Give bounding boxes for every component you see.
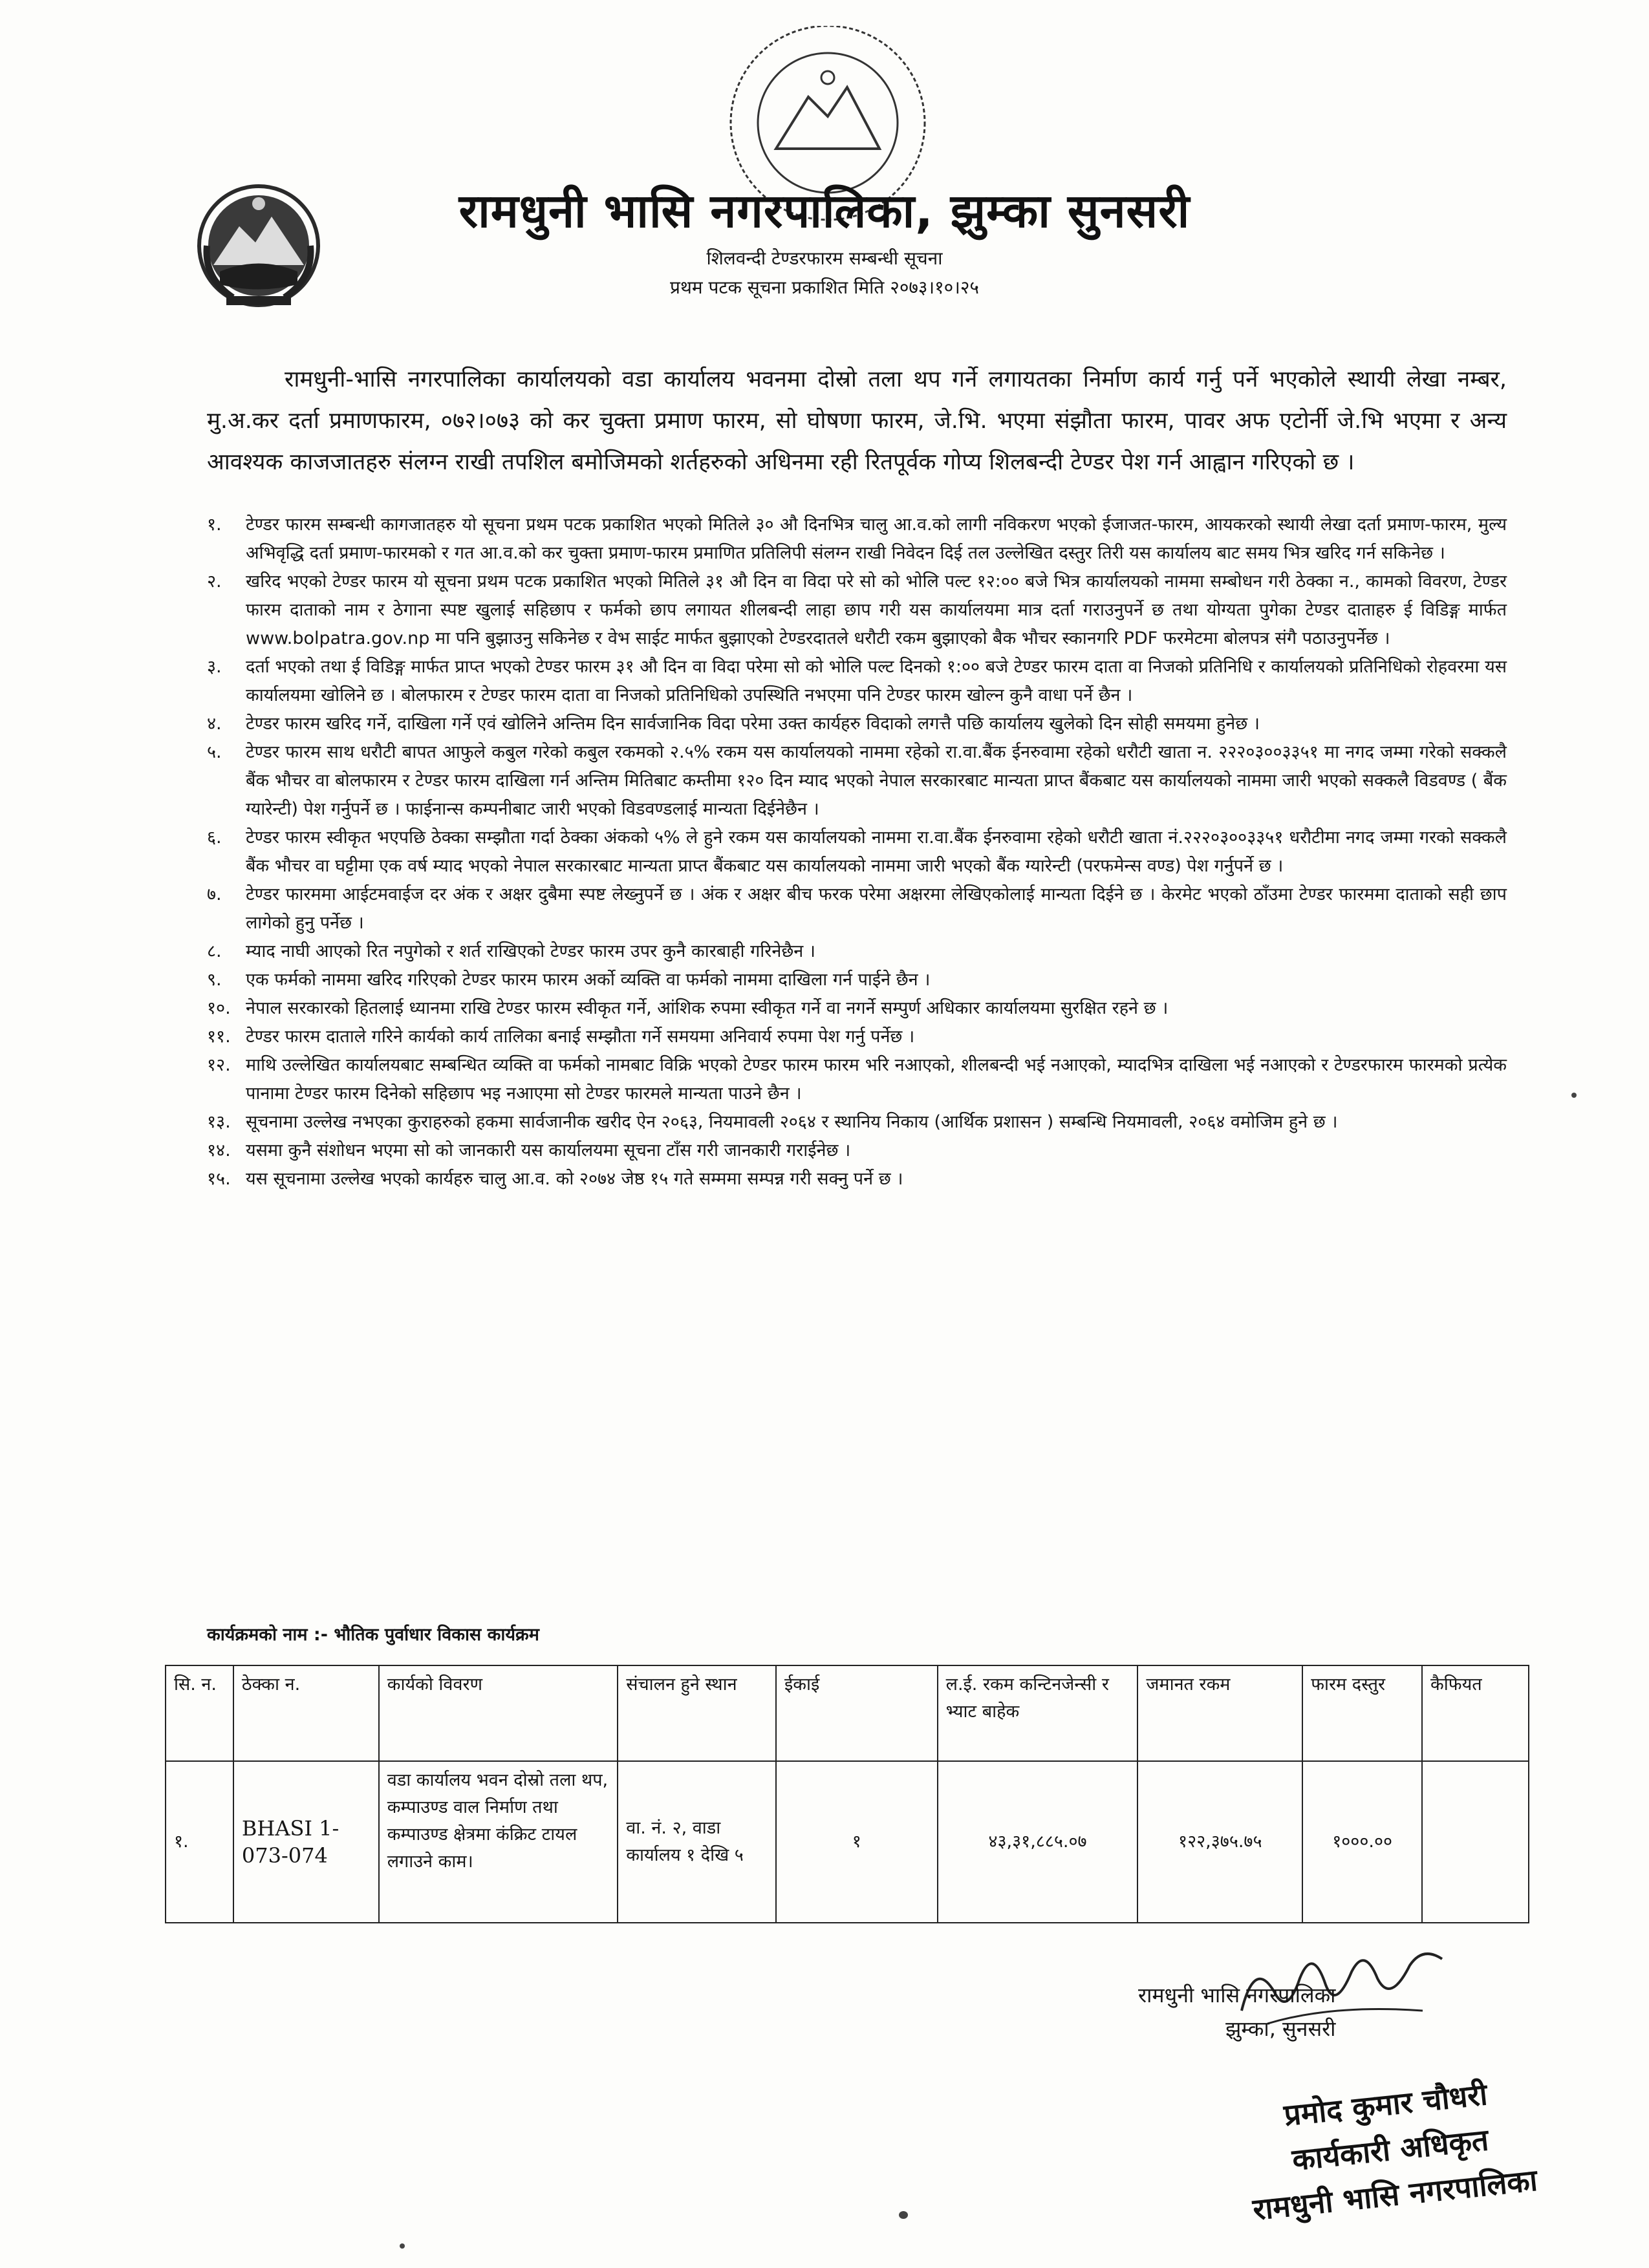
cell-contract-no: BHASI 1-073-074 [233,1761,379,1923]
condition-item [207,511,1507,568]
cell-deposit: १२२,३७५.७५ [1137,1761,1302,1923]
condition-number: ५. [207,742,222,762]
col-header-contract-no: ठेक्का न. [233,1665,379,1761]
condition-item [207,738,1507,824]
officer-designation: कार्यकारी अधिकृत [1290,2122,1491,2177]
col-header-deposit: जमानत रकम [1137,1665,1302,1761]
condition-item [207,881,1507,937]
condition-number: १. [207,515,222,535]
col-header-remarks: कैफियत [1422,1665,1529,1761]
cell-location: वा. नं. २, वाडा कार्यालय १ देखि ५ [618,1761,776,1923]
office-name: रामधुनी भासि नगरपालिका [1138,1983,1336,2007]
cell-remarks [1422,1761,1529,1923]
condition-text: टेण्डर फारम सम्बन्धी कागजातहरु यो सूचना प्रथम पटक प्रकाशित भएको मितिले ३० औ दिनभित्र चालु आ.व.को लागी नविकरण भएको ईजाजत-फारम, आयकरको स्थायी लेखा दर्ता प्रमाण-फारम, मुल्य अभिवृद्धि दर्ता प्रमाण-फारमको र गत आ.व.को कर चुक्ता प्रमाण-फारम प्रमाणित प्रतिलिपी संलग्न राखी निवेदन दिई तल उल्लेखित दस्तुर तिरी यस कार्यालय बाट समय भित्र खरिद गर्न सकिनेछ । [246,515,1507,563]
officer-office: रामधुनी भासि नगरपालिका [1251,2162,1539,2227]
condition-number: १३. [207,1112,231,1132]
condition-number: ४. [207,714,222,734]
condition-text: सूचनामा उल्लेख नभएका कुराहरुको हकमा सार्वजानीक खरीद ऐन २०६३, नियमावली २०६४ र स्थानिय निकाय (आर्थिक प्रशासन ) सम्बन्धि नियमावली, २०६४ वमोजिम हुने छ । [246,1112,1338,1132]
scan-speck [400,2243,405,2249]
office-address: झुम्का, सुनसरी [1225,2017,1336,2041]
condition-text: टेण्डर फारम स्वीकृत भएपछि ठेक्का सम्झौता गर्दा ठेक्का अंकको ५% ले हुने रकम यस कार्यालयको नाममा रा.वा.बैंक ईनरुवामा रहेको धरौटी खाता नं.२२२०३००३३५१ धरौटीमा नगद जम्मा गरको सक्कलै बैंक भौचर वा घट्टीमा एक वर्ष म्याद भएको नेपाल सरकारबाट मान्यता प्राप्त बैंकबाट यस कार्यालयको नाममा जारी भएको बैंक ग्यारेन्टी (परफमेन्स वण्ड) पेश गर्नुपर्ने छ । [246,828,1507,876]
condition-text: माथि उल्लेखित कार्यालयबाट सम्बन्धित व्यक्ति वा फर्मको नामबाट विक्रि भएको टेण्डर फारम फारम भरि नआएको, शीलबन्दी भई नआएको, म्यादभित्र दाखिला भई नआएको र टेण्डरफारम फारमको प्रत्येक पानामा टेण्डर फारम दिनेको सहिछाप भइ नआएमा सो टेण्डर फारमले मान्यता पाउने छैन । [246,1055,1507,1104]
table-row [166,1761,1529,1923]
condition-text: यसमा कुनै संशोधन भएमा सो को जानकारी यस कार्यालयमा सूचना टाँस गरी जानकारी गराईनेछ । [246,1140,851,1161]
condition-item [207,824,1507,881]
col-header-unit: ईकाई [776,1665,938,1761]
condition-text: टेण्डर फारममा आईटमवाईज दर अंक र अक्षर दुबैमा स्पष्ट लेख्नुपर्ने छ । अंक र अक्षर बीच फरक परेमा अक्षरमा लेखिएकोलाई मान्यता दिईने छ । केरमेट भएको ठाँउमा टेण्डर फारममा दाताको सही छाप लागेको हुनु पर्नेछ । [246,884,1507,933]
condition-text: दर्ता भएको तथा ई विडिङ्ग मार्फत प्राप्त भएको टेण्डर फारम ३१ औ दिन वा विदा परेमा सो को भोलि पल्ट दिनको १:०० बजे टेण्डर फारम दाता वा निजको प्रतिनिधि र कार्यालयको प्रतिनिधिको रोहवरमा यस कार्यालयमा खोलिने छ । बोलफारम र टेण्डर फारम दाता वा निजको प्रतिनिधिको उपस्थिति नभएमा पनि टेण्डर फारम खोल्न कुनै वाधा पर्ने छैन । [246,657,1507,705]
tender-table [165,1665,1529,1923]
condition-text: म्याद नाघी आएको रित नपुगेको र शर्त राखिएको टेण्डर फारम उपर कुनै कारबाही गरिनेछैन । [246,941,816,961]
condition-item [207,1165,1507,1193]
condition-number: ९. [207,970,222,990]
condition-number: १४. [207,1140,231,1161]
condition-item [207,937,1507,966]
program-name: कार्यक्रमको नाम :- भौतिक पुर्वाधार विकास कार्यक्रम [207,1625,539,1645]
condition-item [207,710,1507,738]
conditions-list [207,511,1507,1193]
officer-name: प्रमोद कुमार चौधरी [1282,2077,1489,2133]
condition-item [207,568,1507,653]
intro-paragraph: रामधुनी-भासि नगरपालिका कार्यालयको वडा कार्यालय भवनमा दोस्रो तला थप गर्ने लगायतका निर्माण कार्य गर्नु पर्ने भएकोले स्थायी लेखा नम्बर, मु.अ.कर दर्ता प्रमाणफारम, ०७२।०७३ को कर चुक्ता प्रमाण फारम, सो घोषणा फारम, जे.भि. भएमा संझौता फारम, पावर अफ एटोर्नी जे.भि भएमा र अन्य आवश्यक काजजातहरु संलग्न राखी तपशिल बमोजिमको शर्तहरुको अधिनमा रही रितपूर्वक गोप्य शिलबन्दी टेण्डर पेश गर्न आह्वान गरिएको छ । [207,367,1507,475]
condition-item [207,1023,1507,1051]
scan-speck [1571,1093,1577,1098]
condition-number: १२. [207,1055,231,1075]
condition-item [207,1108,1507,1137]
condition-number: ११. [207,1027,231,1047]
condition-text: टेण्डर फारम खरिद गर्ने, दाखिला गर्ने एवं खोलिने अन्तिम दिन सार्वजानिक विदा परेमा उक्त कार्यहरु विदाको लगत्तै पछि कार्यालय खुलेको दिन सोही समयमा हुनेछ । [246,714,1260,734]
condition-text: खरिद भएको टेण्डर फारम यो सूचना प्रथम पटक प्रकाशित भएको मितिले ३१ औ दिन वा विदा परे सो को भोलि पल्ट १२:०० बजे भित्र कार्यालयको नाममा सम्बोधन गरी ठेक्का न., कामको विवरण, टेण्डर फारम दाताको नाम र ठेगाना स्पष्ट खुलाई सहिछाप र फर्मको छाप लगायत शीलबन्दी लाहा छाप गरी यस कार्यालयमा मात्र दर्ता गराउनुपर्ने छ तथा योग्यता पुगेका टेण्डर दाताहरु ई विडिङ्ग मार्फत www.bolpatra.gov.np मा पनि बुझाउनु सकिनेछ र वेभ साईट मार्फत बुझाएको टेण्डरदातले धरौटी रकम बुझाएको बैक भौचर स्कानगरि PDF फरमेटमा बोलपत्र संगै पठाउनुपर्नेछ । [246,572,1507,648]
condition-text: यस सूचनामा उल्लेख भएको कार्यहरु चालु आ.व. को २०७४ जेष्ठ १५ गते सम्ममा सम्पन्न गरी सक्नु पर्ने छ । [246,1169,903,1189]
condition-item [207,653,1507,710]
col-header-estimate: ल.ई. रकम कन्टिनजेन्सी र भ्याट बाहेक [938,1665,1138,1761]
cell-form-fee: १०००.०० [1302,1761,1422,1923]
notice-subtitle: शिलवन्दी टेण्डरफारम सम्बन्धी सूचना [706,248,943,269]
condition-number: २. [207,572,222,592]
col-header-sn: सि. न. [166,1665,233,1761]
condition-item [207,1137,1507,1165]
table-header-row [166,1665,1529,1761]
col-header-form-fee: फारम दस्तुर [1302,1665,1422,1761]
cell-description: वडा कार्यालय भवन दोस्रो तला थप, कम्पाउण्ड वाल निर्माण तथा कम्पाउण्ड क्षेत्रमा कंक्रिट टायल लगाउने काम। [379,1761,618,1923]
publication-date: प्रथम पटक सूचना प्रकाशित मिति २०७३।१०।२५ [670,277,979,298]
officer-stamp [1216,2064,1564,2234]
condition-text: टेण्डर फारम दाताले गरिने कार्यको कार्य तालिका बनाई सम्झौता गर्ने समयमा अनिवार्य रुपमा पेश गर्नु पर्नेछ । [246,1027,915,1047]
col-header-description: कार्यको विवरण [379,1665,618,1761]
condition-item [207,966,1507,994]
condition-item [207,994,1507,1023]
scan-speck [899,2211,908,2219]
condition-number: १५. [207,1169,231,1189]
condition-number: १०. [207,998,231,1018]
cell-estimate: ४३,३१,८८५.०७ [938,1761,1138,1923]
cell-unit: १ [776,1761,938,1923]
condition-text: टेण्डर फारम साथ धरौटी बापत आफुले कबुल गरेको कबुल रकमको २.५% रकम यस कार्यालयको नाममा रहेको रा.वा.बैंक ईनरुवामा रहेको धरौटी खाता न. २२२०३००३३५१ मा नगद जम्मा गरेको सक्कलै बैंक भौचर वा बोलफारम र टेण्डर फारम दाखिला गर्न अन्तिम मितिबाट कम्तीमा १२० दिन म्याद भएको नेपाल सरकारबाट मान्यता प्राप्त बैंकबाट यस कार्यालयको नाममा जारी भएको सक्कलै विडवण्ड ( बैंक ग्यारेन्टी) पेश गर्नुपर्ने छ । फाईनान्स कम्पनीबाट जारी भएको विडवण्डलाई मान्यता दिईनेछैन । [246,742,1507,819]
condition-text: नेपाल सरकारको हितलाई ध्यानमा राखि टेण्डर फारम स्वीकृत गर्ने, आंशिक रुपमा स्वीकृत गर्ने वा नगर्ने सम्पुर्ण अधिकार कार्यालयमा सुरक्षित रहने छ । [246,998,1169,1018]
condition-number: ७. [207,884,222,904]
condition-item [207,1051,1507,1108]
condition-number: ३. [207,657,222,677]
cell-sn: १. [166,1761,233,1923]
signatory-office [1138,1978,1335,2046]
col-header-location: संचालन हुने स्थान [618,1665,776,1761]
condition-text: एक फर्मको नाममा खरिद गरिएको टेण्डर फारम फारम अर्को व्यक्ति वा फर्मको नाममा दाखिला गर्न पाईने छैन । [246,970,931,990]
notice-title: रामधुनी भासि नगरपालिका, झुम्का सुनसरी [458,184,1191,238]
condition-number: ८. [207,941,222,961]
condition-number: ६. [207,828,222,848]
